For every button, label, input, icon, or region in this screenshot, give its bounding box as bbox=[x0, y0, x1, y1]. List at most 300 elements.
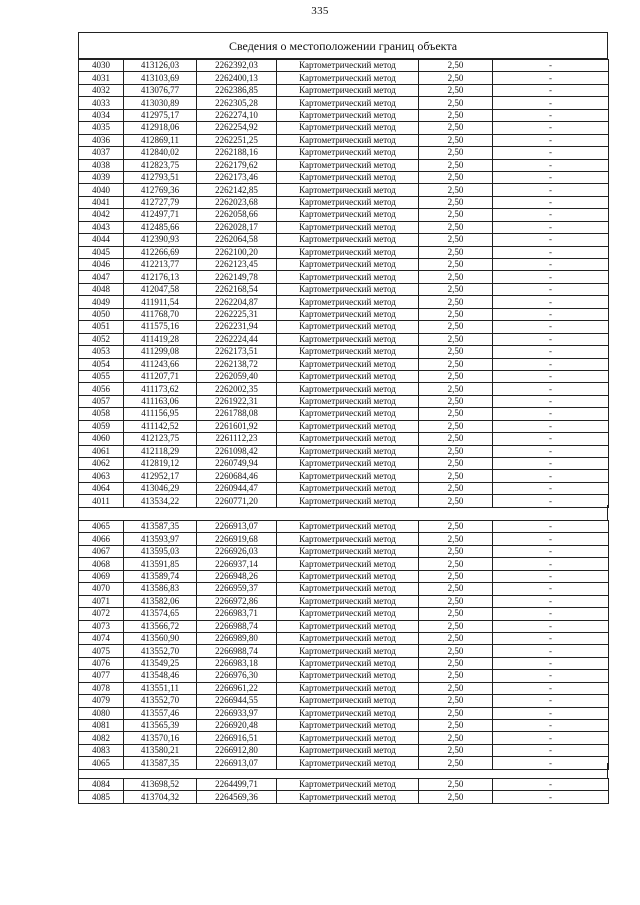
table-row bbox=[79, 595, 609, 607]
coord-x-cell: 412123,75 bbox=[124, 433, 197, 445]
coord-y-cell: 2266948,26 bbox=[197, 570, 277, 582]
description-cell: - bbox=[493, 482, 609, 494]
description-cell: - bbox=[493, 645, 609, 657]
coord-x-cell: 413560,90 bbox=[124, 632, 197, 644]
description-cell: - bbox=[493, 296, 609, 308]
description-cell: - bbox=[493, 470, 609, 482]
coord-x-cell: 413587,35 bbox=[124, 757, 197, 769]
method-cell: Картометрический метод bbox=[277, 259, 419, 271]
table-row bbox=[79, 109, 609, 121]
coord-y-cell: 2262392,03 bbox=[197, 60, 277, 72]
coord-x-cell: 412485,66 bbox=[124, 221, 197, 233]
coord-y-cell: 2262142,85 bbox=[197, 184, 277, 196]
coord-x-cell: 412975,17 bbox=[124, 109, 197, 121]
coord-y-cell: 2266913,07 bbox=[197, 521, 277, 533]
point-number-cell: 4077 bbox=[79, 670, 124, 682]
accuracy-cell: 2,50 bbox=[419, 495, 493, 507]
coord-x-cell: 413595,03 bbox=[124, 545, 197, 557]
description-cell: - bbox=[493, 707, 609, 719]
method-cell: Картометрический метод bbox=[277, 545, 419, 557]
coord-x-cell: 411156,95 bbox=[124, 408, 197, 420]
accuracy-cell: 2,50 bbox=[419, 408, 493, 420]
table-row bbox=[79, 744, 609, 756]
coord-x-cell: 412869,11 bbox=[124, 134, 197, 146]
description-cell: - bbox=[493, 732, 609, 744]
description-cell: - bbox=[493, 408, 609, 420]
description-cell: - bbox=[493, 420, 609, 432]
table-row bbox=[79, 791, 609, 803]
table-row bbox=[79, 732, 609, 744]
method-cell: Картометрический метод bbox=[277, 370, 419, 382]
coord-x-cell: 413580,21 bbox=[124, 744, 197, 756]
point-number-cell: 4047 bbox=[79, 271, 124, 283]
coord-x-cell: 412793,51 bbox=[124, 171, 197, 183]
coord-y-cell: 2260684,46 bbox=[197, 470, 277, 482]
description-cell: - bbox=[493, 558, 609, 570]
accuracy-cell: 2,50 bbox=[419, 196, 493, 208]
coord-y-cell: 2261922,31 bbox=[197, 395, 277, 407]
description-cell: - bbox=[493, 791, 609, 803]
coord-x-cell: 413548,46 bbox=[124, 670, 197, 682]
point-number-cell: 4075 bbox=[79, 645, 124, 657]
coord-y-cell: 2266989,80 bbox=[197, 632, 277, 644]
coord-y-cell: 2261788,08 bbox=[197, 408, 277, 420]
coord-x-cell: 413589,74 bbox=[124, 570, 197, 582]
table-row bbox=[79, 321, 609, 333]
description-cell: - bbox=[493, 196, 609, 208]
method-cell: Картометрический метод bbox=[277, 283, 419, 295]
method-cell: Картометрический метод bbox=[277, 779, 419, 791]
point-number-cell: 4049 bbox=[79, 296, 124, 308]
coord-y-cell: 2262002,35 bbox=[197, 383, 277, 395]
table-row bbox=[79, 221, 609, 233]
point-number-cell: 4060 bbox=[79, 433, 124, 445]
accuracy-cell: 2,50 bbox=[419, 732, 493, 744]
description-cell: - bbox=[493, 657, 609, 669]
point-number-cell: 4072 bbox=[79, 608, 124, 620]
point-number-cell: 4040 bbox=[79, 184, 124, 196]
coord-y-cell: 2262251,25 bbox=[197, 134, 277, 146]
point-number-cell: 4011 bbox=[79, 495, 124, 507]
table-row bbox=[79, 608, 609, 620]
coord-x-cell: 411419,28 bbox=[124, 333, 197, 345]
coord-y-cell: 2260749,94 bbox=[197, 458, 277, 470]
accuracy-cell: 2,50 bbox=[419, 370, 493, 382]
method-cell: Картометрический метод bbox=[277, 408, 419, 420]
accuracy-cell: 2,50 bbox=[419, 682, 493, 694]
point-number-cell: 4071 bbox=[79, 595, 124, 607]
method-cell: Картометрический метод bbox=[277, 533, 419, 545]
accuracy-cell: 2,50 bbox=[419, 171, 493, 183]
coord-x-cell: 413570,16 bbox=[124, 732, 197, 744]
coord-y-cell: 2266959,37 bbox=[197, 583, 277, 595]
coord-x-cell: 412727,79 bbox=[124, 196, 197, 208]
point-number-cell: 4059 bbox=[79, 420, 124, 432]
table-row bbox=[79, 632, 609, 644]
description-cell: - bbox=[493, 60, 609, 72]
description-cell: - bbox=[493, 458, 609, 470]
point-number-cell: 4068 bbox=[79, 558, 124, 570]
table-row bbox=[79, 779, 609, 791]
description-cell: - bbox=[493, 682, 609, 694]
description-cell: - bbox=[493, 720, 609, 732]
coord-x-cell: 413030,89 bbox=[124, 97, 197, 109]
coord-x-cell: 412823,75 bbox=[124, 159, 197, 171]
table-row bbox=[79, 670, 609, 682]
table-row bbox=[79, 521, 609, 533]
point-number-cell: 4082 bbox=[79, 732, 124, 744]
accuracy-cell: 2,50 bbox=[419, 695, 493, 707]
coord-x-cell: 413046,29 bbox=[124, 482, 197, 494]
method-cell: Картометрический метод bbox=[277, 595, 419, 607]
table-row bbox=[79, 296, 609, 308]
coord-y-cell: 2262058,66 bbox=[197, 209, 277, 221]
table-row bbox=[79, 271, 609, 283]
accuracy-cell: 2,50 bbox=[419, 583, 493, 595]
coord-y-cell: 2266988,74 bbox=[197, 620, 277, 632]
coord-y-cell: 2261601,92 bbox=[197, 420, 277, 432]
accuracy-cell: 2,50 bbox=[419, 707, 493, 719]
point-number-cell: 4058 bbox=[79, 408, 124, 420]
description-cell: - bbox=[493, 433, 609, 445]
description-cell: - bbox=[493, 234, 609, 246]
accuracy-cell: 2,50 bbox=[419, 72, 493, 84]
point-number-cell: 4055 bbox=[79, 370, 124, 382]
table-row bbox=[79, 147, 609, 159]
coord-y-cell: 2266919,68 bbox=[197, 533, 277, 545]
coord-x-cell: 411207,71 bbox=[124, 370, 197, 382]
coord-x-cell: 411768,70 bbox=[124, 308, 197, 320]
description-cell: - bbox=[493, 159, 609, 171]
description-cell: - bbox=[493, 246, 609, 258]
coord-x-cell: 413566,72 bbox=[124, 620, 197, 632]
description-cell: - bbox=[493, 757, 609, 769]
point-number-cell: 4050 bbox=[79, 308, 124, 320]
description-cell: - bbox=[493, 97, 609, 109]
point-number-cell: 4063 bbox=[79, 470, 124, 482]
accuracy-cell: 2,50 bbox=[419, 346, 493, 358]
table-row bbox=[79, 470, 609, 482]
point-number-cell: 4052 bbox=[79, 333, 124, 345]
coord-x-cell: 413593,97 bbox=[124, 533, 197, 545]
method-cell: Картометрический метод bbox=[277, 346, 419, 358]
table-row bbox=[79, 383, 609, 395]
point-number-cell: 4046 bbox=[79, 259, 124, 271]
method-cell: Картометрический метод bbox=[277, 645, 419, 657]
method-cell: Картометрический метод bbox=[277, 791, 419, 803]
method-cell: Картометрический метод bbox=[277, 159, 419, 171]
description-cell: - bbox=[493, 744, 609, 756]
description-cell: - bbox=[493, 321, 609, 333]
method-cell: Картометрический метод bbox=[277, 60, 419, 72]
method-cell: Картометрический метод bbox=[277, 482, 419, 494]
description-cell: - bbox=[493, 521, 609, 533]
coord-x-cell: 413551,11 bbox=[124, 682, 197, 694]
coord-x-cell: 411299,08 bbox=[124, 346, 197, 358]
point-number-cell: 4062 bbox=[79, 458, 124, 470]
method-cell: Картометрический метод bbox=[277, 246, 419, 258]
coord-y-cell: 2262168,54 bbox=[197, 283, 277, 295]
method-cell: Картометрический метод bbox=[277, 583, 419, 595]
table-row bbox=[79, 134, 609, 146]
table-row bbox=[79, 458, 609, 470]
accuracy-cell: 2,50 bbox=[419, 234, 493, 246]
method-cell: Картометрический метод bbox=[277, 470, 419, 482]
description-cell: - bbox=[493, 545, 609, 557]
description-cell: - bbox=[493, 358, 609, 370]
table-row bbox=[79, 682, 609, 694]
coord-x-cell: 413565,39 bbox=[124, 720, 197, 732]
point-number-cell: 4045 bbox=[79, 246, 124, 258]
method-cell: Картометрический метод bbox=[277, 620, 419, 632]
coord-x-cell: 413552,70 bbox=[124, 645, 197, 657]
coord-x-cell: 413698,52 bbox=[124, 779, 197, 791]
coord-x-cell: 413574,65 bbox=[124, 608, 197, 620]
coord-y-cell: 2262023,68 bbox=[197, 196, 277, 208]
coord-y-cell: 2266912,80 bbox=[197, 744, 277, 756]
point-number-cell: 4069 bbox=[79, 570, 124, 582]
accuracy-cell: 2,50 bbox=[419, 545, 493, 557]
coord-x-cell: 412952,17 bbox=[124, 470, 197, 482]
description-cell: - bbox=[493, 171, 609, 183]
coord-y-cell: 2266976,30 bbox=[197, 670, 277, 682]
point-number-cell: 4042 bbox=[79, 209, 124, 221]
point-number-cell: 4083 bbox=[79, 744, 124, 756]
description-cell: - bbox=[493, 632, 609, 644]
coord-x-cell: 413587,35 bbox=[124, 521, 197, 533]
description-cell: - bbox=[493, 308, 609, 320]
description-cell: - bbox=[493, 608, 609, 620]
coord-x-cell: 411173,62 bbox=[124, 383, 197, 395]
method-cell: Картометрический метод bbox=[277, 84, 419, 96]
accuracy-cell: 2,50 bbox=[419, 259, 493, 271]
method-cell: Картометрический метод bbox=[277, 72, 419, 84]
accuracy-cell: 2,50 bbox=[419, 321, 493, 333]
coord-x-cell: 412769,36 bbox=[124, 184, 197, 196]
method-cell: Картометрический метод bbox=[277, 122, 419, 134]
accuracy-cell: 2,50 bbox=[419, 60, 493, 72]
coord-y-cell: 2262100,20 bbox=[197, 246, 277, 258]
description-cell: - bbox=[493, 109, 609, 121]
method-cell: Картометрический метод bbox=[277, 420, 419, 432]
table-row bbox=[79, 234, 609, 246]
accuracy-cell: 2,50 bbox=[419, 420, 493, 432]
method-cell: Картометрический метод bbox=[277, 221, 419, 233]
description-cell: - bbox=[493, 333, 609, 345]
coord-y-cell: 2262028,17 bbox=[197, 221, 277, 233]
point-number-cell: 4073 bbox=[79, 620, 124, 632]
method-cell: Картометрический метод bbox=[277, 570, 419, 582]
point-number-cell: 4064 bbox=[79, 482, 124, 494]
coord-y-cell: 2264569,36 bbox=[197, 791, 277, 803]
accuracy-cell: 2,50 bbox=[419, 147, 493, 159]
coord-x-cell: 412213,77 bbox=[124, 259, 197, 271]
section-separator bbox=[78, 505, 608, 520]
method-cell: Картометрический метод bbox=[277, 458, 419, 470]
accuracy-cell: 2,50 bbox=[419, 84, 493, 96]
description-cell: - bbox=[493, 445, 609, 457]
table-row bbox=[79, 482, 609, 494]
coord-y-cell: 2262188,16 bbox=[197, 147, 277, 159]
method-cell: Картометрический метод bbox=[277, 147, 419, 159]
method-cell: Картометрический метод bbox=[277, 97, 419, 109]
coord-y-cell: 2266944,55 bbox=[197, 695, 277, 707]
coord-y-cell: 2266983,71 bbox=[197, 608, 277, 620]
accuracy-cell: 2,50 bbox=[419, 470, 493, 482]
point-number-cell: 4033 bbox=[79, 97, 124, 109]
point-number-cell: 4038 bbox=[79, 159, 124, 171]
method-cell: Картометрический метод bbox=[277, 234, 419, 246]
accuracy-cell: 2,50 bbox=[419, 283, 493, 295]
coord-x-cell: 411163,06 bbox=[124, 395, 197, 407]
coord-x-cell: 413591,85 bbox=[124, 558, 197, 570]
accuracy-cell: 2,50 bbox=[419, 221, 493, 233]
method-cell: Картометрический метод bbox=[277, 358, 419, 370]
description-cell: - bbox=[493, 72, 609, 84]
method-cell: Картометрический метод bbox=[277, 333, 419, 345]
table-row bbox=[79, 60, 609, 72]
accuracy-cell: 2,50 bbox=[419, 184, 493, 196]
point-number-cell: 4031 bbox=[79, 72, 124, 84]
coord-y-cell: 2266926,03 bbox=[197, 545, 277, 557]
coord-y-cell: 2260771,20 bbox=[197, 495, 277, 507]
description-cell: - bbox=[493, 779, 609, 791]
accuracy-cell: 2,50 bbox=[419, 632, 493, 644]
method-cell: Картометрический метод bbox=[277, 757, 419, 769]
method-cell: Картометрический метод bbox=[277, 632, 419, 644]
method-cell: Картометрический метод bbox=[277, 744, 419, 756]
coord-x-cell: 412497,71 bbox=[124, 209, 197, 221]
description-cell: - bbox=[493, 670, 609, 682]
point-number-cell: 4076 bbox=[79, 657, 124, 669]
coord-y-cell: 2262254,92 bbox=[197, 122, 277, 134]
table-row bbox=[79, 420, 609, 432]
coord-x-cell: 411911,54 bbox=[124, 296, 197, 308]
table-row bbox=[79, 720, 609, 732]
table-row bbox=[79, 283, 609, 295]
accuracy-cell: 2,50 bbox=[419, 670, 493, 682]
accuracy-cell: 2,50 bbox=[419, 445, 493, 457]
table-row bbox=[79, 645, 609, 657]
coord-x-cell: 413552,70 bbox=[124, 695, 197, 707]
table-row bbox=[79, 122, 609, 134]
method-cell: Картометрический метод bbox=[277, 196, 419, 208]
table-row bbox=[79, 408, 609, 420]
description-cell: - bbox=[493, 283, 609, 295]
point-number-cell: 4067 bbox=[79, 545, 124, 557]
accuracy-cell: 2,50 bbox=[419, 791, 493, 803]
method-cell: Картометрический метод bbox=[277, 670, 419, 682]
coord-y-cell: 2266916,51 bbox=[197, 732, 277, 744]
table-row bbox=[79, 395, 609, 407]
table-row bbox=[79, 259, 609, 271]
coord-x-cell: 412266,69 bbox=[124, 246, 197, 258]
accuracy-cell: 2,50 bbox=[419, 482, 493, 494]
coord-x-cell: 413582,06 bbox=[124, 595, 197, 607]
method-cell: Картометрический метод bbox=[277, 682, 419, 694]
method-cell: Картометрический метод bbox=[277, 209, 419, 221]
table-row bbox=[79, 545, 609, 557]
method-cell: Картометрический метод bbox=[277, 109, 419, 121]
table-row bbox=[79, 707, 609, 719]
coord-y-cell: 2266988,74 bbox=[197, 645, 277, 657]
coord-y-cell: 2262173,51 bbox=[197, 346, 277, 358]
point-number-cell: 4053 bbox=[79, 346, 124, 358]
table-row bbox=[79, 346, 609, 358]
method-cell: Картометрический метод bbox=[277, 171, 419, 183]
method-cell: Картометрический метод bbox=[277, 657, 419, 669]
coord-x-cell: 413103,69 bbox=[124, 72, 197, 84]
accuracy-cell: 2,50 bbox=[419, 296, 493, 308]
coord-x-cell: 411575,16 bbox=[124, 321, 197, 333]
method-cell: Картометрический метод bbox=[277, 184, 419, 196]
description-cell: - bbox=[493, 583, 609, 595]
table-row bbox=[79, 370, 609, 382]
point-number-cell: 4084 bbox=[79, 779, 124, 791]
method-cell: Картометрический метод bbox=[277, 608, 419, 620]
coord-x-cell: 411142,52 bbox=[124, 420, 197, 432]
accuracy-cell: 2,50 bbox=[419, 720, 493, 732]
method-cell: Картометрический метод bbox=[277, 495, 419, 507]
coord-y-cell: 2262138,72 bbox=[197, 358, 277, 370]
coord-x-cell: 413704,32 bbox=[124, 791, 197, 803]
point-number-cell: 4056 bbox=[79, 383, 124, 395]
coord-y-cell: 2262274,10 bbox=[197, 109, 277, 121]
table-row bbox=[79, 97, 609, 109]
accuracy-cell: 2,50 bbox=[419, 395, 493, 407]
point-number-cell: 4065 bbox=[79, 521, 124, 533]
table-row bbox=[79, 246, 609, 258]
point-number-cell: 4048 bbox=[79, 283, 124, 295]
accuracy-cell: 2,50 bbox=[419, 458, 493, 470]
coord-x-cell: 412840,02 bbox=[124, 147, 197, 159]
accuracy-cell: 2,50 bbox=[419, 209, 493, 221]
coord-y-cell: 2262149,78 bbox=[197, 271, 277, 283]
coord-y-cell: 2262173,46 bbox=[197, 171, 277, 183]
accuracy-cell: 2,50 bbox=[419, 620, 493, 632]
accuracy-cell: 2,50 bbox=[419, 271, 493, 283]
point-number-cell: 4074 bbox=[79, 632, 124, 644]
point-number-cell: 4044 bbox=[79, 234, 124, 246]
description-cell: - bbox=[493, 84, 609, 96]
description-cell: - bbox=[493, 533, 609, 545]
accuracy-cell: 2,50 bbox=[419, 757, 493, 769]
coord-y-cell: 2262305,28 bbox=[197, 97, 277, 109]
description-cell: - bbox=[493, 147, 609, 159]
accuracy-cell: 2,50 bbox=[419, 383, 493, 395]
description-cell: - bbox=[493, 383, 609, 395]
method-cell: Картометрический метод bbox=[277, 395, 419, 407]
coord-y-cell: 2266961,22 bbox=[197, 682, 277, 694]
method-cell: Картометрический метод bbox=[277, 720, 419, 732]
accuracy-cell: 2,50 bbox=[419, 608, 493, 620]
table-row bbox=[79, 558, 609, 570]
coord-y-cell: 2262123,45 bbox=[197, 259, 277, 271]
method-cell: Картометрический метод bbox=[277, 308, 419, 320]
description-cell: - bbox=[493, 570, 609, 582]
method-cell: Картометрический метод bbox=[277, 521, 419, 533]
section-separator bbox=[78, 763, 608, 778]
point-number-cell: 4036 bbox=[79, 134, 124, 146]
coord-x-cell: 412176,13 bbox=[124, 271, 197, 283]
point-number-cell: 4054 bbox=[79, 358, 124, 370]
point-number-cell: 4035 bbox=[79, 122, 124, 134]
accuracy-cell: 2,50 bbox=[419, 97, 493, 109]
point-number-cell: 4034 bbox=[79, 109, 124, 121]
accuracy-cell: 2,50 bbox=[419, 134, 493, 146]
table-row bbox=[79, 695, 609, 707]
method-cell: Картометрический метод bbox=[277, 383, 419, 395]
